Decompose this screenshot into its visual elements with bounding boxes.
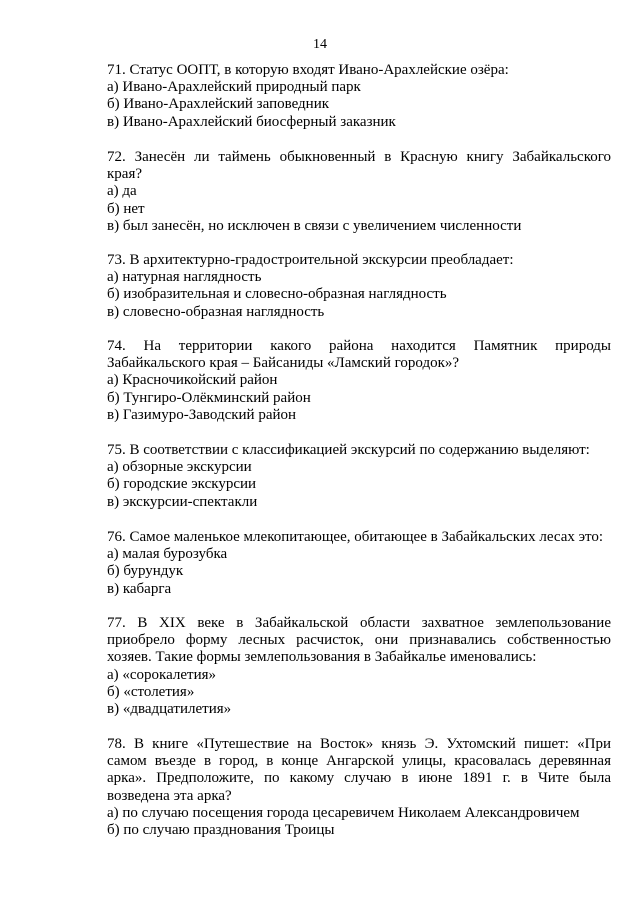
question-stem: 71. Статус ООПТ, в которую входят Ивано-Арахлейские озёра: — [107, 62, 509, 78]
answer-option: а) да — [107, 183, 137, 200]
question-73 — [107, 252, 611, 321]
answer-option: а) по случаю посещения города цесаревичем Николаем Александровичем — [107, 804, 580, 821]
answer-option: в) Газимуро-Заводский район — [107, 406, 297, 423]
question-stem: 74. На территории какого района находится Памятник природы — [107, 338, 611, 354]
answer-option: в) словесно-образная наглядность — [107, 303, 325, 320]
answer-option: в) Ивано-Арахлейский биосферный заказник — [107, 113, 396, 130]
question-stem: 72. Занесён ли таймень обыкновенный в Красную книгу Забайкальского — [107, 149, 611, 165]
question-72 — [107, 149, 611, 235]
question-71 — [107, 62, 611, 131]
question-stem: арка». Предположите, по какому случаю в июне 1891 г. в Чите была — [107, 770, 611, 787]
answer-option: в) был занесён, но исключен в связи с увеличением численности — [107, 217, 522, 234]
question-stem: 76. Самое маленькое млекопитающее, обитающее в Забайкальских лесах это: — [107, 529, 604, 545]
question-stem: хозяев. Такие формы землепользования в Забайкалье именовались: — [107, 649, 537, 666]
answer-option: б) нет — [107, 200, 145, 217]
answer-option: а) малая бурозубка — [107, 546, 228, 563]
question-stem: 75. В соответствии с классификацией экскурсий по содержанию выделяют: — [107, 442, 590, 458]
answer-option: а) обзорные экскурсии — [107, 459, 252, 476]
answer-option: б) по случаю празднования Троицы — [107, 822, 335, 839]
answer-option: б) Тунгиро-Олёкминский район — [107, 389, 311, 406]
question-78 — [107, 736, 611, 839]
question-stem: 78. В книге «Путешествие на Восток» князь Э. Ухтомский пишет: «При — [107, 736, 611, 752]
question-stem: возведена эта арка? — [107, 787, 232, 804]
question-stem: 73. В архитектурно-градостроительной экскурсии преобладает: — [107, 252, 514, 268]
answer-option: в) кабарга — [107, 580, 172, 597]
answer-option: в) экскурсии-спектакли — [107, 493, 258, 510]
question-stem: 77. В XIX веке в Забайкальской области захватное землепользование — [107, 615, 611, 631]
answer-option: б) городские экскурсии — [107, 476, 257, 493]
question-75 — [107, 442, 611, 511]
answer-option: а) натурная наглядность — [107, 269, 262, 286]
question-stem: приобрело форму лесных расчисток, они признавались собственностью — [107, 632, 611, 649]
question-74 — [107, 338, 611, 424]
question-stem: края? — [107, 166, 143, 183]
answer-option: а) Красночикойский район — [107, 372, 278, 389]
answer-option: б) бурундук — [107, 563, 184, 580]
answer-option: а) Ивано-Арахлейский природный парк — [107, 79, 361, 96]
answer-option: б) Ивано-Арахлейский заповедник — [107, 96, 330, 113]
question-77 — [107, 615, 611, 718]
answer-option: а) «сорокалетия» — [107, 666, 217, 683]
page-number: 14 — [313, 37, 327, 52]
answer-option: в) «двадцатилетия» — [107, 701, 232, 718]
question-stem: самом въезде в город, в конце Ангарской улицы, красовалась деревянная — [107, 753, 611, 770]
question-76 — [107, 529, 611, 598]
answer-option: б) «столетия» — [107, 683, 195, 700]
question-stem: Забайкальского края – Байсаниды «Ламский городок»? — [107, 355, 460, 372]
answer-option: б) изобразительная и словесно-образная наглядность — [107, 286, 447, 303]
